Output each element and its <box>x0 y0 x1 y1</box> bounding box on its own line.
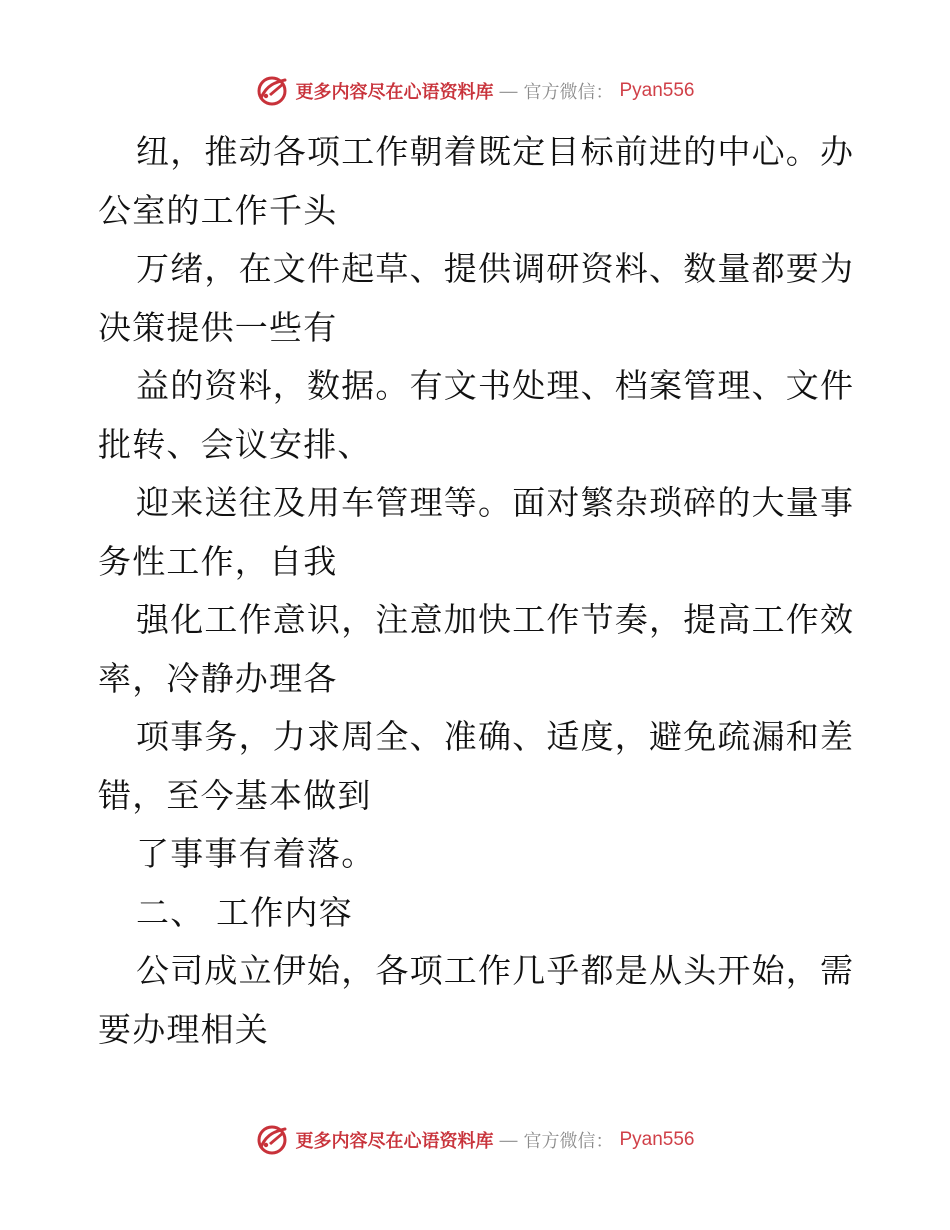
text-line: 公司成立伊始，各项工作几乎都是从头开始，需 <box>136 951 855 990</box>
text-line: 纽，推动各项工作朝着既定目标前进的中心。办 <box>136 132 855 171</box>
text-line: 决策提供一些有 <box>98 307 338 347</box>
text-line: 益的资料，数据。有文书处理、档案管理、文件 <box>136 366 855 405</box>
watermark-brand-text: 更多内容尽在心语资料库 <box>295 1131 494 1152</box>
header-watermark <box>0 71 950 111</box>
text-line: 项事务，力求周全、准确、适度，避免疏漏和差 <box>136 717 855 756</box>
text-line: 二、 工作内容 <box>136 892 353 932</box>
text-line: 务性工作，自我 <box>98 541 338 581</box>
document-body <box>98 123 858 1059</box>
text-line: 错，至今基本做到 <box>98 775 372 815</box>
text-line: 强化工作意识，注意加快工作节奏，提高工作效 <box>136 600 855 639</box>
text-line: 率，冷静办理各 <box>98 658 338 698</box>
text-line: 万绪，在文件起草、提供调研资料、数量都要为 <box>136 249 855 288</box>
text-line: 批转、会议安排、 <box>98 424 372 464</box>
watermark-label: 官方微信： <box>523 1131 614 1152</box>
watermark-brand-text: 更多内容尽在心语资料库 <box>295 82 494 103</box>
watermark-id: Pyan556 <box>619 80 695 101</box>
watermark-separator: — <box>499 80 518 101</box>
watermark-separator: — <box>499 1129 518 1150</box>
text-line: 迎来送往及用车管理等。面对繁杂琐碎的大量事 <box>136 483 855 522</box>
pen-swirl-logo-icon <box>255 74 289 108</box>
text-line: 要办理相关 <box>98 1009 269 1049</box>
pen-swirl-logo-icon <box>255 1123 289 1157</box>
text-line: 公室的工作千头 <box>98 190 338 230</box>
footer-watermark <box>0 1120 950 1160</box>
text-line: 了事事有着落。 <box>136 834 376 873</box>
watermark-id: Pyan556 <box>619 1129 695 1150</box>
watermark-label: 官方微信： <box>523 82 614 103</box>
